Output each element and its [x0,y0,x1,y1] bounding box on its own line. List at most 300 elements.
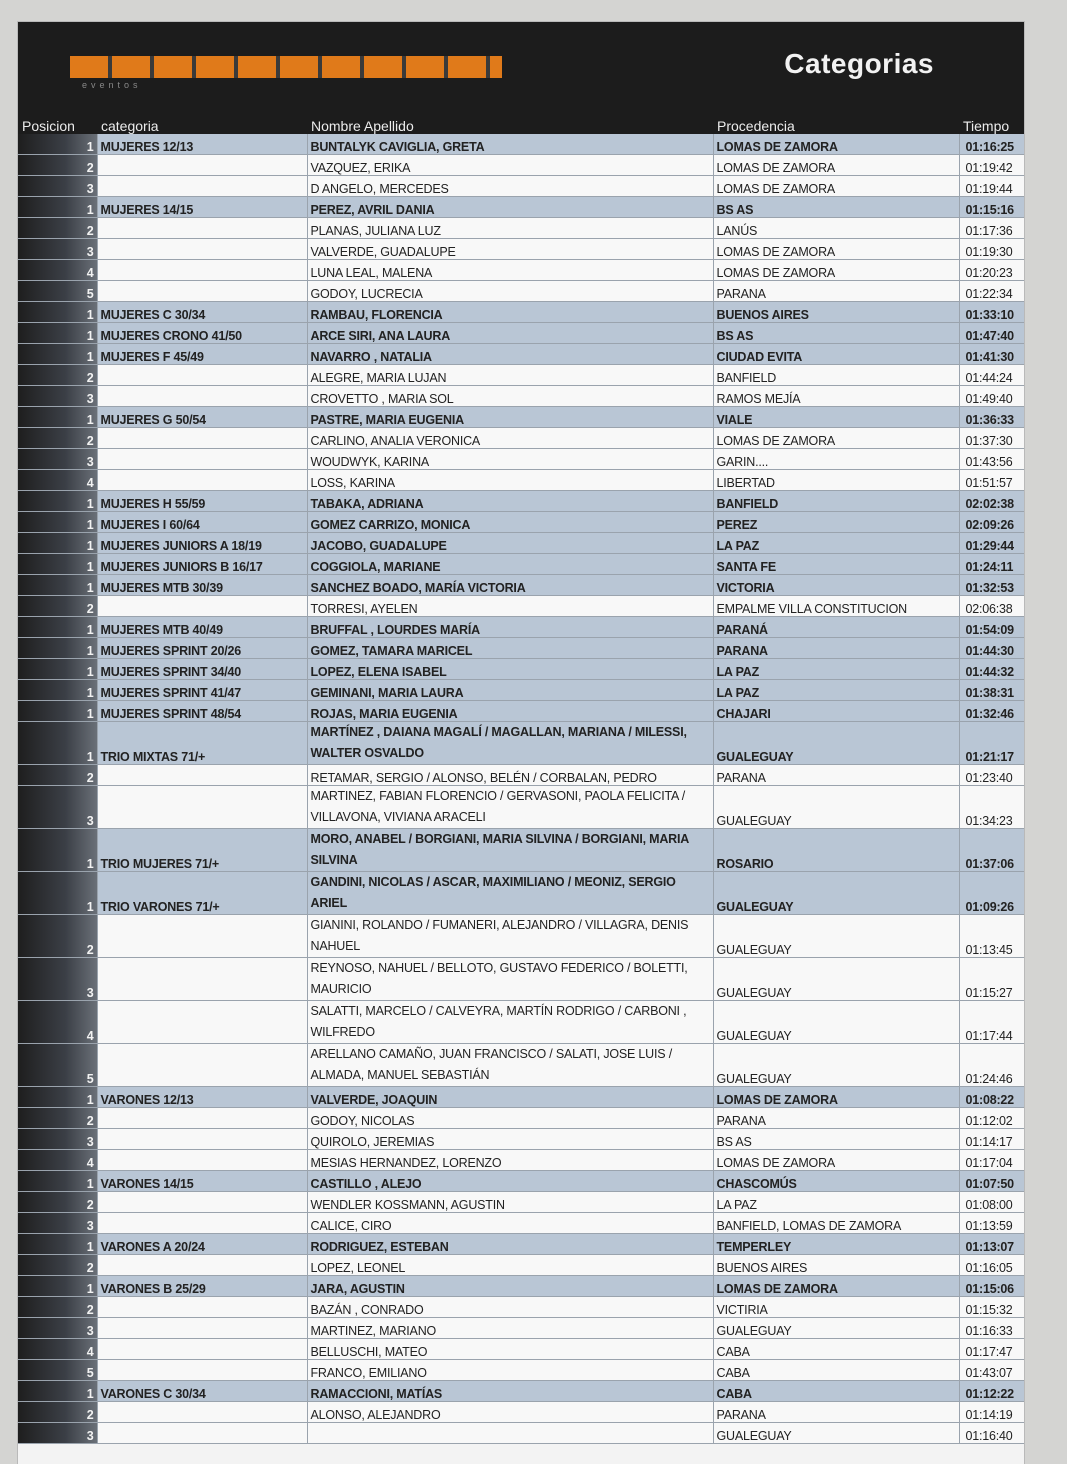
cell-nombre[interactable]: COGGIOLA, MARIANE [307,554,713,575]
cell-tiempo[interactable]: 01:41:30 [959,344,1024,365]
cell-categoria[interactable]: MUJERES H 55/59 [97,491,307,512]
cell-nombre[interactable]: PLANAS, JULIANA LUZ [307,218,713,239]
cell-procedencia[interactable]: LOMAS DE ZAMORA [713,260,959,281]
cell-posicion[interactable]: 1 [18,134,97,155]
cell-nombre[interactable]: MARTINEZ, FABIAN FLORENCIO / GERVASONI, PAOLA FELICITA / VILLAVONA, VIVIANA ARACELI [307,786,713,829]
cell-nombre[interactable]: RAMACCIONI, MATÍAS [307,1381,713,1402]
cell-nombre[interactable]: D ANGELO, MERCEDES [307,176,713,197]
cell-procedencia[interactable]: ROSARIO [713,829,959,872]
cell-tiempo[interactable]: 01:24:11 [959,554,1024,575]
cell-nombre[interactable]: VAZQUEZ, ERIKA [307,155,713,176]
cell-nombre[interactable]: GIANINI, ROLANDO / FUMANERI, ALEJANDRO / VILLAGRA, DENIS NAHUEL [307,915,713,958]
cell-procedencia[interactable]: CIUDAD EVITA [713,344,959,365]
cell-posicion[interactable]: 2 [18,1192,97,1213]
cell-categoria[interactable] [97,260,307,281]
cell-nombre[interactable]: ALEGRE, MARIA LUJAN [307,365,713,386]
table-row[interactable] [18,155,1024,176]
cell-categoria[interactable] [97,449,307,470]
cell-nombre[interactable]: MESIAS HERNANDEZ, LORENZO [307,1150,713,1171]
cell-tiempo[interactable]: 01:43:07 [959,1360,1024,1381]
cell-nombre[interactable]: RAMBAU, FLORENCIA [307,302,713,323]
cell-categoria[interactable]: MUJERES SPRINT 20/26 [97,638,307,659]
cell-posicion[interactable]: 3 [18,176,97,197]
cell-categoria[interactable] [97,765,307,786]
cell-categoria[interactable]: MUJERES MTB 40/49 [97,617,307,638]
cell-nombre[interactable]: WOUDWYK, KARINA [307,449,713,470]
cell-posicion[interactable]: 5 [18,1044,97,1087]
cell-categoria[interactable] [97,386,307,407]
table-row[interactable] [18,1297,1024,1318]
cell-posicion[interactable]: 2 [18,1297,97,1318]
cell-tiempo[interactable]: 01:15:32 [959,1297,1024,1318]
cell-procedencia[interactable]: LA PAZ [713,1192,959,1213]
cell-tiempo[interactable]: 01:17:04 [959,1150,1024,1171]
table-row[interactable] [18,915,1024,958]
cell-posicion[interactable]: 3 [18,1318,97,1339]
cell-procedencia[interactable]: LA PAZ [713,680,959,701]
table-row[interactable] [18,1087,1024,1108]
cell-categoria[interactable] [97,470,307,491]
cell-tiempo[interactable]: 02:06:38 [959,596,1024,617]
cell-categoria[interactable] [97,1001,307,1044]
cell-nombre[interactable]: LOPEZ, ELENA ISABEL [307,659,713,680]
table-row[interactable] [18,1213,1024,1234]
cell-procedencia[interactable]: CABA [713,1360,959,1381]
table-row[interactable] [18,281,1024,302]
cell-procedencia[interactable]: SANTA FE [713,554,959,575]
cell-posicion[interactable]: 4 [18,470,97,491]
cell-categoria[interactable] [97,218,307,239]
cell-tiempo[interactable]: 01:22:34 [959,281,1024,302]
cell-nombre[interactable]: WENDLER KOSSMANN, AGUSTIN [307,1192,713,1213]
cell-posicion[interactable]: 1 [18,1276,97,1297]
cell-categoria[interactable]: TRIO MIXTAS 71/+ [97,722,307,765]
table-row[interactable] [18,1381,1024,1402]
cell-categoria[interactable] [97,1318,307,1339]
cell-categoria[interactable]: MUJERES F 45/49 [97,344,307,365]
cell-procedencia[interactable]: LOMAS DE ZAMORA [713,1087,959,1108]
column-header-tiempo[interactable]: Tiempo [959,117,1024,134]
table-row[interactable] [18,428,1024,449]
cell-tiempo[interactable]: 01:44:30 [959,638,1024,659]
cell-procedencia[interactable]: VIALE [713,407,959,428]
table-row[interactable] [18,491,1024,512]
cell-nombre[interactable]: JARA, AGUSTIN [307,1276,713,1297]
cell-tiempo[interactable]: 01:17:44 [959,1001,1024,1044]
cell-tiempo[interactable]: 01:49:40 [959,386,1024,407]
cell-procedencia[interactable]: CHASCOMÚS [713,1171,959,1192]
cell-tiempo[interactable]: 01:54:09 [959,617,1024,638]
cell-procedencia[interactable]: PARANÁ [713,617,959,638]
cell-posicion[interactable]: 3 [18,958,97,1001]
cell-nombre[interactable]: CARLINO, ANALIA VERONICA [307,428,713,449]
cell-nombre[interactable]: QUIROLO, JEREMIAS [307,1129,713,1150]
cell-categoria[interactable]: MUJERES JUNIORS A 18/19 [97,533,307,554]
cell-procedencia[interactable]: LOMAS DE ZAMORA [713,134,959,155]
cell-tiempo[interactable]: 01:16:25 [959,134,1024,155]
table-row[interactable] [18,386,1024,407]
cell-tiempo[interactable]: 01:19:44 [959,176,1024,197]
cell-tiempo[interactable]: 01:36:33 [959,407,1024,428]
column-header-categoria[interactable]: categoria [97,117,307,134]
cell-categoria[interactable] [97,1423,307,1444]
cell-procedencia[interactable]: BUENOS AIRES [713,302,959,323]
column-header-procedencia[interactable]: Procedencia [713,117,959,134]
cell-nombre[interactable]: PASTRE, MARIA EUGENIA [307,407,713,428]
column-header-nombre[interactable]: Nombre Apellido [307,117,713,134]
cell-tiempo[interactable]: 01:16:40 [959,1423,1024,1444]
cell-procedencia[interactable]: BS AS [713,1129,959,1150]
cell-nombre[interactable]: ALONSO, ALEJANDRO [307,1402,713,1423]
table-row[interactable] [18,449,1024,470]
cell-posicion[interactable]: 1 [18,829,97,872]
cell-categoria[interactable]: VARONES 12/13 [97,1087,307,1108]
table-row[interactable] [18,1171,1024,1192]
cell-tiempo[interactable]: 01:32:53 [959,575,1024,596]
cell-nombre[interactable]: MORO, ANABEL / BORGIANI, MARIA SILVINA / BORGIANI, MARIA SILVINA [307,829,713,872]
table-row[interactable] [18,1044,1024,1087]
cell-procedencia[interactable]: PARANA [713,1402,959,1423]
cell-categoria[interactable]: MUJERES I 60/64 [97,512,307,533]
table-row[interactable] [18,302,1024,323]
table-row[interactable] [18,1318,1024,1339]
cell-tiempo[interactable]: 01:47:40 [959,323,1024,344]
table-row[interactable] [18,1150,1024,1171]
cell-categoria[interactable]: VARONES 14/15 [97,1171,307,1192]
cell-procedencia[interactable]: GUALEGUAY [713,1044,959,1087]
cell-categoria[interactable]: MUJERES G 50/54 [97,407,307,428]
cell-nombre[interactable]: RETAMAR, SERGIO / ALONSO, BELÉN / CORBALAN, PEDRO [307,765,713,786]
cell-nombre[interactable]: NAVARRO , NATALIA [307,344,713,365]
cell-nombre[interactable]: CROVETTO , MARIA SOL [307,386,713,407]
cell-tiempo[interactable]: 01:08:00 [959,1192,1024,1213]
cell-posicion[interactable]: 1 [18,722,97,765]
cell-nombre[interactable]: MARTINEZ, MARIANO [307,1318,713,1339]
cell-categoria[interactable]: VARONES A 20/24 [97,1234,307,1255]
cell-posicion[interactable]: 3 [18,239,97,260]
cell-categoria[interactable] [97,1213,307,1234]
table-row[interactable] [18,260,1024,281]
cell-tiempo[interactable]: 01:29:44 [959,533,1024,554]
cell-procedencia[interactable]: CABA [713,1381,959,1402]
cell-tiempo[interactable]: 01:44:24 [959,365,1024,386]
cell-tiempo[interactable]: 01:13:59 [959,1213,1024,1234]
cell-posicion[interactable]: 1 [18,344,97,365]
column-header-posicion[interactable]: Posicion [18,117,97,134]
table-row[interactable] [18,1234,1024,1255]
cell-procedencia[interactable]: PARANA [713,281,959,302]
cell-posicion[interactable]: 2 [18,915,97,958]
table-row[interactable] [18,554,1024,575]
table-row[interactable] [18,829,1024,872]
cell-procedencia[interactable]: LOMAS DE ZAMORA [713,155,959,176]
cell-nombre[interactable]: CALICE, CIRO [307,1213,713,1234]
cell-nombre[interactable]: GODOY, LUCRECIA [307,281,713,302]
cell-procedencia[interactable]: GUALEGUAY [713,722,959,765]
cell-nombre[interactable]: RODRIGUEZ, ESTEBAN [307,1234,713,1255]
cell-categoria[interactable]: MUJERES SPRINT 34/40 [97,659,307,680]
cell-tiempo[interactable]: 01:15:27 [959,958,1024,1001]
cell-posicion[interactable]: 1 [18,533,97,554]
cell-nombre[interactable]: SANCHEZ BOADO, MARÍA VICTORIA [307,575,713,596]
cell-tiempo[interactable]: 01:37:30 [959,428,1024,449]
cell-categoria[interactable]: TRIO VARONES 71/+ [97,872,307,915]
cell-posicion[interactable]: 4 [18,260,97,281]
cell-posicion[interactable]: 3 [18,1423,97,1444]
cell-tiempo[interactable]: 01:15:06 [959,1276,1024,1297]
cell-categoria[interactable] [97,1129,307,1150]
cell-tiempo[interactable]: 01:08:22 [959,1087,1024,1108]
table-row[interactable] [18,1339,1024,1360]
cell-categoria[interactable] [97,786,307,829]
cell-procedencia[interactable]: TEMPERLEY [713,1234,959,1255]
cell-categoria[interactable] [97,1360,307,1381]
cell-tiempo[interactable]: 02:09:26 [959,512,1024,533]
cell-procedencia[interactable]: RAMOS MEJÍA [713,386,959,407]
table-row[interactable] [18,1001,1024,1044]
cell-posicion[interactable]: 3 [18,449,97,470]
cell-tiempo[interactable]: 01:33:10 [959,302,1024,323]
cell-procedencia[interactable]: BANFIELD [713,365,959,386]
cell-posicion[interactable]: 1 [18,554,97,575]
cell-categoria[interactable]: MUJERES SPRINT 48/54 [97,701,307,722]
cell-procedencia[interactable]: LOMAS DE ZAMORA [713,428,959,449]
cell-categoria[interactable]: MUJERES 14/15 [97,197,307,218]
cell-tiempo[interactable]: 01:16:33 [959,1318,1024,1339]
cell-tiempo[interactable]: 01:17:36 [959,218,1024,239]
table-row[interactable] [18,596,1024,617]
table-row[interactable] [18,1360,1024,1381]
cell-categoria[interactable] [97,428,307,449]
cell-tiempo[interactable]: 01:17:47 [959,1339,1024,1360]
cell-posicion[interactable]: 1 [18,659,97,680]
table-row[interactable] [18,638,1024,659]
table-row[interactable] [18,659,1024,680]
cell-nombre[interactable]: BUNTALYK CAVIGLIA, GRETA [307,134,713,155]
cell-tiempo[interactable]: 01:13:07 [959,1234,1024,1255]
cell-categoria[interactable] [97,1297,307,1318]
cell-procedencia[interactable]: PARANA [713,638,959,659]
cell-tiempo[interactable]: 01:51:57 [959,470,1024,491]
cell-tiempo[interactable]: 01:34:23 [959,786,1024,829]
cell-procedencia[interactable]: GUALEGUAY [713,958,959,1001]
cell-categoria[interactable] [97,1044,307,1087]
cell-nombre[interactable]: VALVERDE, GUADALUPE [307,239,713,260]
cell-tiempo[interactable]: 01:43:56 [959,449,1024,470]
cell-tiempo[interactable]: 01:09:26 [959,872,1024,915]
cell-categoria[interactable] [97,365,307,386]
cell-posicion[interactable]: 1 [18,575,97,596]
cell-nombre[interactable]: LOPEZ, LEONEL [307,1255,713,1276]
cell-categoria[interactable]: VARONES C 30/34 [97,1381,307,1402]
cell-nombre[interactable]: BAZÁN , CONRADO [307,1297,713,1318]
table-row[interactable] [18,218,1024,239]
cell-nombre[interactable]: SALATTI, MARCELO / CALVEYRA, MARTÍN RODRIGO / CARBONI , WILFREDO [307,1001,713,1044]
cell-posicion[interactable]: 5 [18,1360,97,1381]
cell-posicion[interactable]: 2 [18,428,97,449]
cell-tiempo[interactable]: 01:21:17 [959,722,1024,765]
cell-categoria[interactable] [97,1402,307,1423]
cell-procedencia[interactable]: PARANA [713,1108,959,1129]
table-row[interactable] [18,1276,1024,1297]
cell-posicion[interactable]: 2 [18,1255,97,1276]
table-row[interactable] [18,533,1024,554]
cell-procedencia[interactable]: CHAJARI [713,701,959,722]
table-row[interactable] [18,722,1024,765]
cell-posicion[interactable]: 4 [18,1001,97,1044]
cell-procedencia[interactable]: LA PAZ [713,533,959,554]
cell-categoria[interactable] [97,596,307,617]
cell-nombre[interactable]: BRUFFAL , LOURDES MARÍA [307,617,713,638]
table-row[interactable] [18,365,1024,386]
cell-nombre[interactable]: ROJAS, MARIA EUGENIA [307,701,713,722]
table-row[interactable] [18,197,1024,218]
cell-nombre[interactable]: LUNA LEAL, MALENA [307,260,713,281]
table-row[interactable] [18,512,1024,533]
table-row[interactable] [18,407,1024,428]
cell-nombre[interactable]: ARCE SIRI, ANA LAURA [307,323,713,344]
table-row[interactable] [18,701,1024,722]
table-row[interactable] [18,1255,1024,1276]
cell-posicion[interactable]: 1 [18,1381,97,1402]
table-row[interactable] [18,1192,1024,1213]
cell-procedencia[interactable]: GUALEGUAY [713,1001,959,1044]
cell-categoria[interactable]: MUJERES C 30/34 [97,302,307,323]
table-row[interactable] [18,176,1024,197]
cell-posicion[interactable]: 2 [18,765,97,786]
cell-categoria[interactable]: TRIO MUJERES 71/+ [97,829,307,872]
cell-tiempo[interactable]: 01:14:19 [959,1402,1024,1423]
cell-posicion[interactable]: 3 [18,1129,97,1150]
cell-tiempo[interactable]: 01:12:02 [959,1108,1024,1129]
cell-categoria[interactable]: MUJERES MTB 30/39 [97,575,307,596]
cell-categoria[interactable]: MUJERES JUNIORS B 16/17 [97,554,307,575]
cell-posicion[interactable]: 1 [18,701,97,722]
cell-posicion[interactable]: 1 [18,491,97,512]
cell-categoria[interactable]: MUJERES 12/13 [97,134,307,155]
cell-procedencia[interactable]: VICTIRIA [713,1297,959,1318]
cell-posicion[interactable]: 4 [18,1150,97,1171]
table-row[interactable] [18,617,1024,638]
cell-posicion[interactable]: 1 [18,617,97,638]
cell-tiempo[interactable]: 01:12:22 [959,1381,1024,1402]
table-row[interactable] [18,239,1024,260]
cell-procedencia[interactable]: LA PAZ [713,659,959,680]
cell-tiempo[interactable]: 01:07:50 [959,1171,1024,1192]
cell-nombre[interactable]: GOMEZ, TAMARA MARICEL [307,638,713,659]
cell-posicion[interactable]: 1 [18,872,97,915]
cell-procedencia[interactable]: PEREZ [713,512,959,533]
cell-categoria[interactable]: MUJERES SPRINT 41/47 [97,680,307,701]
cell-nombre[interactable]: VALVERDE, JOAQUIN [307,1087,713,1108]
cell-posicion[interactable]: 1 [18,680,97,701]
cell-tiempo[interactable]: 01:19:42 [959,155,1024,176]
cell-posicion[interactable]: 1 [18,302,97,323]
cell-categoria[interactable] [97,1108,307,1129]
cell-categoria[interactable]: VARONES B 25/29 [97,1276,307,1297]
cell-posicion[interactable]: 3 [18,1213,97,1234]
cell-nombre[interactable]: FRANCO, EMILIANO [307,1360,713,1381]
cell-procedencia[interactable]: GUALEGUAY [713,915,959,958]
cell-categoria[interactable]: MUJERES CRONO 41/50 [97,323,307,344]
cell-nombre[interactable]: TABAKA, ADRIANA [307,491,713,512]
table-row[interactable] [18,323,1024,344]
cell-posicion[interactable]: 2 [18,1108,97,1129]
cell-procedencia[interactable]: BS AS [713,323,959,344]
cell-categoria[interactable] [97,1150,307,1171]
cell-procedencia[interactable]: LOMAS DE ZAMORA [713,1150,959,1171]
cell-posicion[interactable]: 1 [18,1171,97,1192]
cell-tiempo[interactable]: 01:32:46 [959,701,1024,722]
cell-posicion[interactable]: 4 [18,1339,97,1360]
cell-procedencia[interactable]: PARANA [713,765,959,786]
table-row[interactable] [18,1129,1024,1150]
cell-categoria[interactable] [97,915,307,958]
table-row[interactable] [18,958,1024,1001]
cell-posicion[interactable]: 1 [18,407,97,428]
cell-tiempo[interactable]: 01:37:06 [959,829,1024,872]
table-row[interactable] [18,134,1024,155]
cell-posicion[interactable]: 2 [18,155,97,176]
cell-posicion[interactable]: 1 [18,197,97,218]
table-row[interactable] [18,680,1024,701]
cell-categoria[interactable] [97,1255,307,1276]
cell-categoria[interactable] [97,281,307,302]
cell-tiempo[interactable]: 01:16:05 [959,1255,1024,1276]
cell-posicion[interactable]: 1 [18,1087,97,1108]
cell-procedencia[interactable]: BANFIELD [713,491,959,512]
cell-tiempo[interactable]: 01:23:40 [959,765,1024,786]
cell-tiempo[interactable]: 01:24:46 [959,1044,1024,1087]
cell-procedencia[interactable]: VICTORIA [713,575,959,596]
cell-nombre[interactable]: ARELLANO CAMAÑO, JUAN FRANCISCO / SALATI, JOSE LUIS / ALMADA, MANUEL SEBASTIÁN [307,1044,713,1087]
cell-procedencia[interactable]: LOMAS DE ZAMORA [713,239,959,260]
cell-procedencia[interactable]: GUALEGUAY [713,872,959,915]
table-row[interactable] [18,1423,1024,1444]
cell-posicion[interactable]: 1 [18,323,97,344]
table-row[interactable] [18,1108,1024,1129]
cell-posicion[interactable]: 2 [18,365,97,386]
cell-tiempo[interactable]: 01:44:32 [959,659,1024,680]
cell-posicion[interactable]: 1 [18,638,97,659]
cell-posicion[interactable]: 2 [18,1402,97,1423]
cell-tiempo[interactable]: 01:20:23 [959,260,1024,281]
cell-nombre[interactable] [307,1423,713,1444]
cell-categoria[interactable] [97,1192,307,1213]
table-row[interactable] [18,470,1024,491]
table-row[interactable] [18,786,1024,829]
cell-procedencia[interactable]: GARIN.... [713,449,959,470]
cell-posicion[interactable]: 2 [18,596,97,617]
cell-nombre[interactable]: PEREZ, AVRIL DANIA [307,197,713,218]
cell-posicion[interactable]: 1 [18,512,97,533]
cell-procedencia[interactable]: CABA [713,1339,959,1360]
cell-procedencia[interactable]: LANÚS [713,218,959,239]
cell-nombre[interactable]: GOMEZ CARRIZO, MONICA [307,512,713,533]
cell-procedencia[interactable]: GUALEGUAY [713,1423,959,1444]
cell-procedencia[interactable]: BS AS [713,197,959,218]
cell-nombre[interactable]: CASTILLO , ALEJO [307,1171,713,1192]
cell-tiempo[interactable]: 01:13:45 [959,915,1024,958]
cell-categoria[interactable] [97,1339,307,1360]
table-row[interactable] [18,575,1024,596]
table-row[interactable] [18,872,1024,915]
cell-categoria[interactable] [97,176,307,197]
cell-posicion[interactable]: 5 [18,281,97,302]
cell-categoria[interactable] [97,958,307,1001]
cell-tiempo[interactable]: 01:19:30 [959,239,1024,260]
cell-nombre[interactable]: MARTÍNEZ , DAIANA MAGALÍ / MAGALLAN, MARIANA / MILESSI, WALTER OSVALDO [307,722,713,765]
